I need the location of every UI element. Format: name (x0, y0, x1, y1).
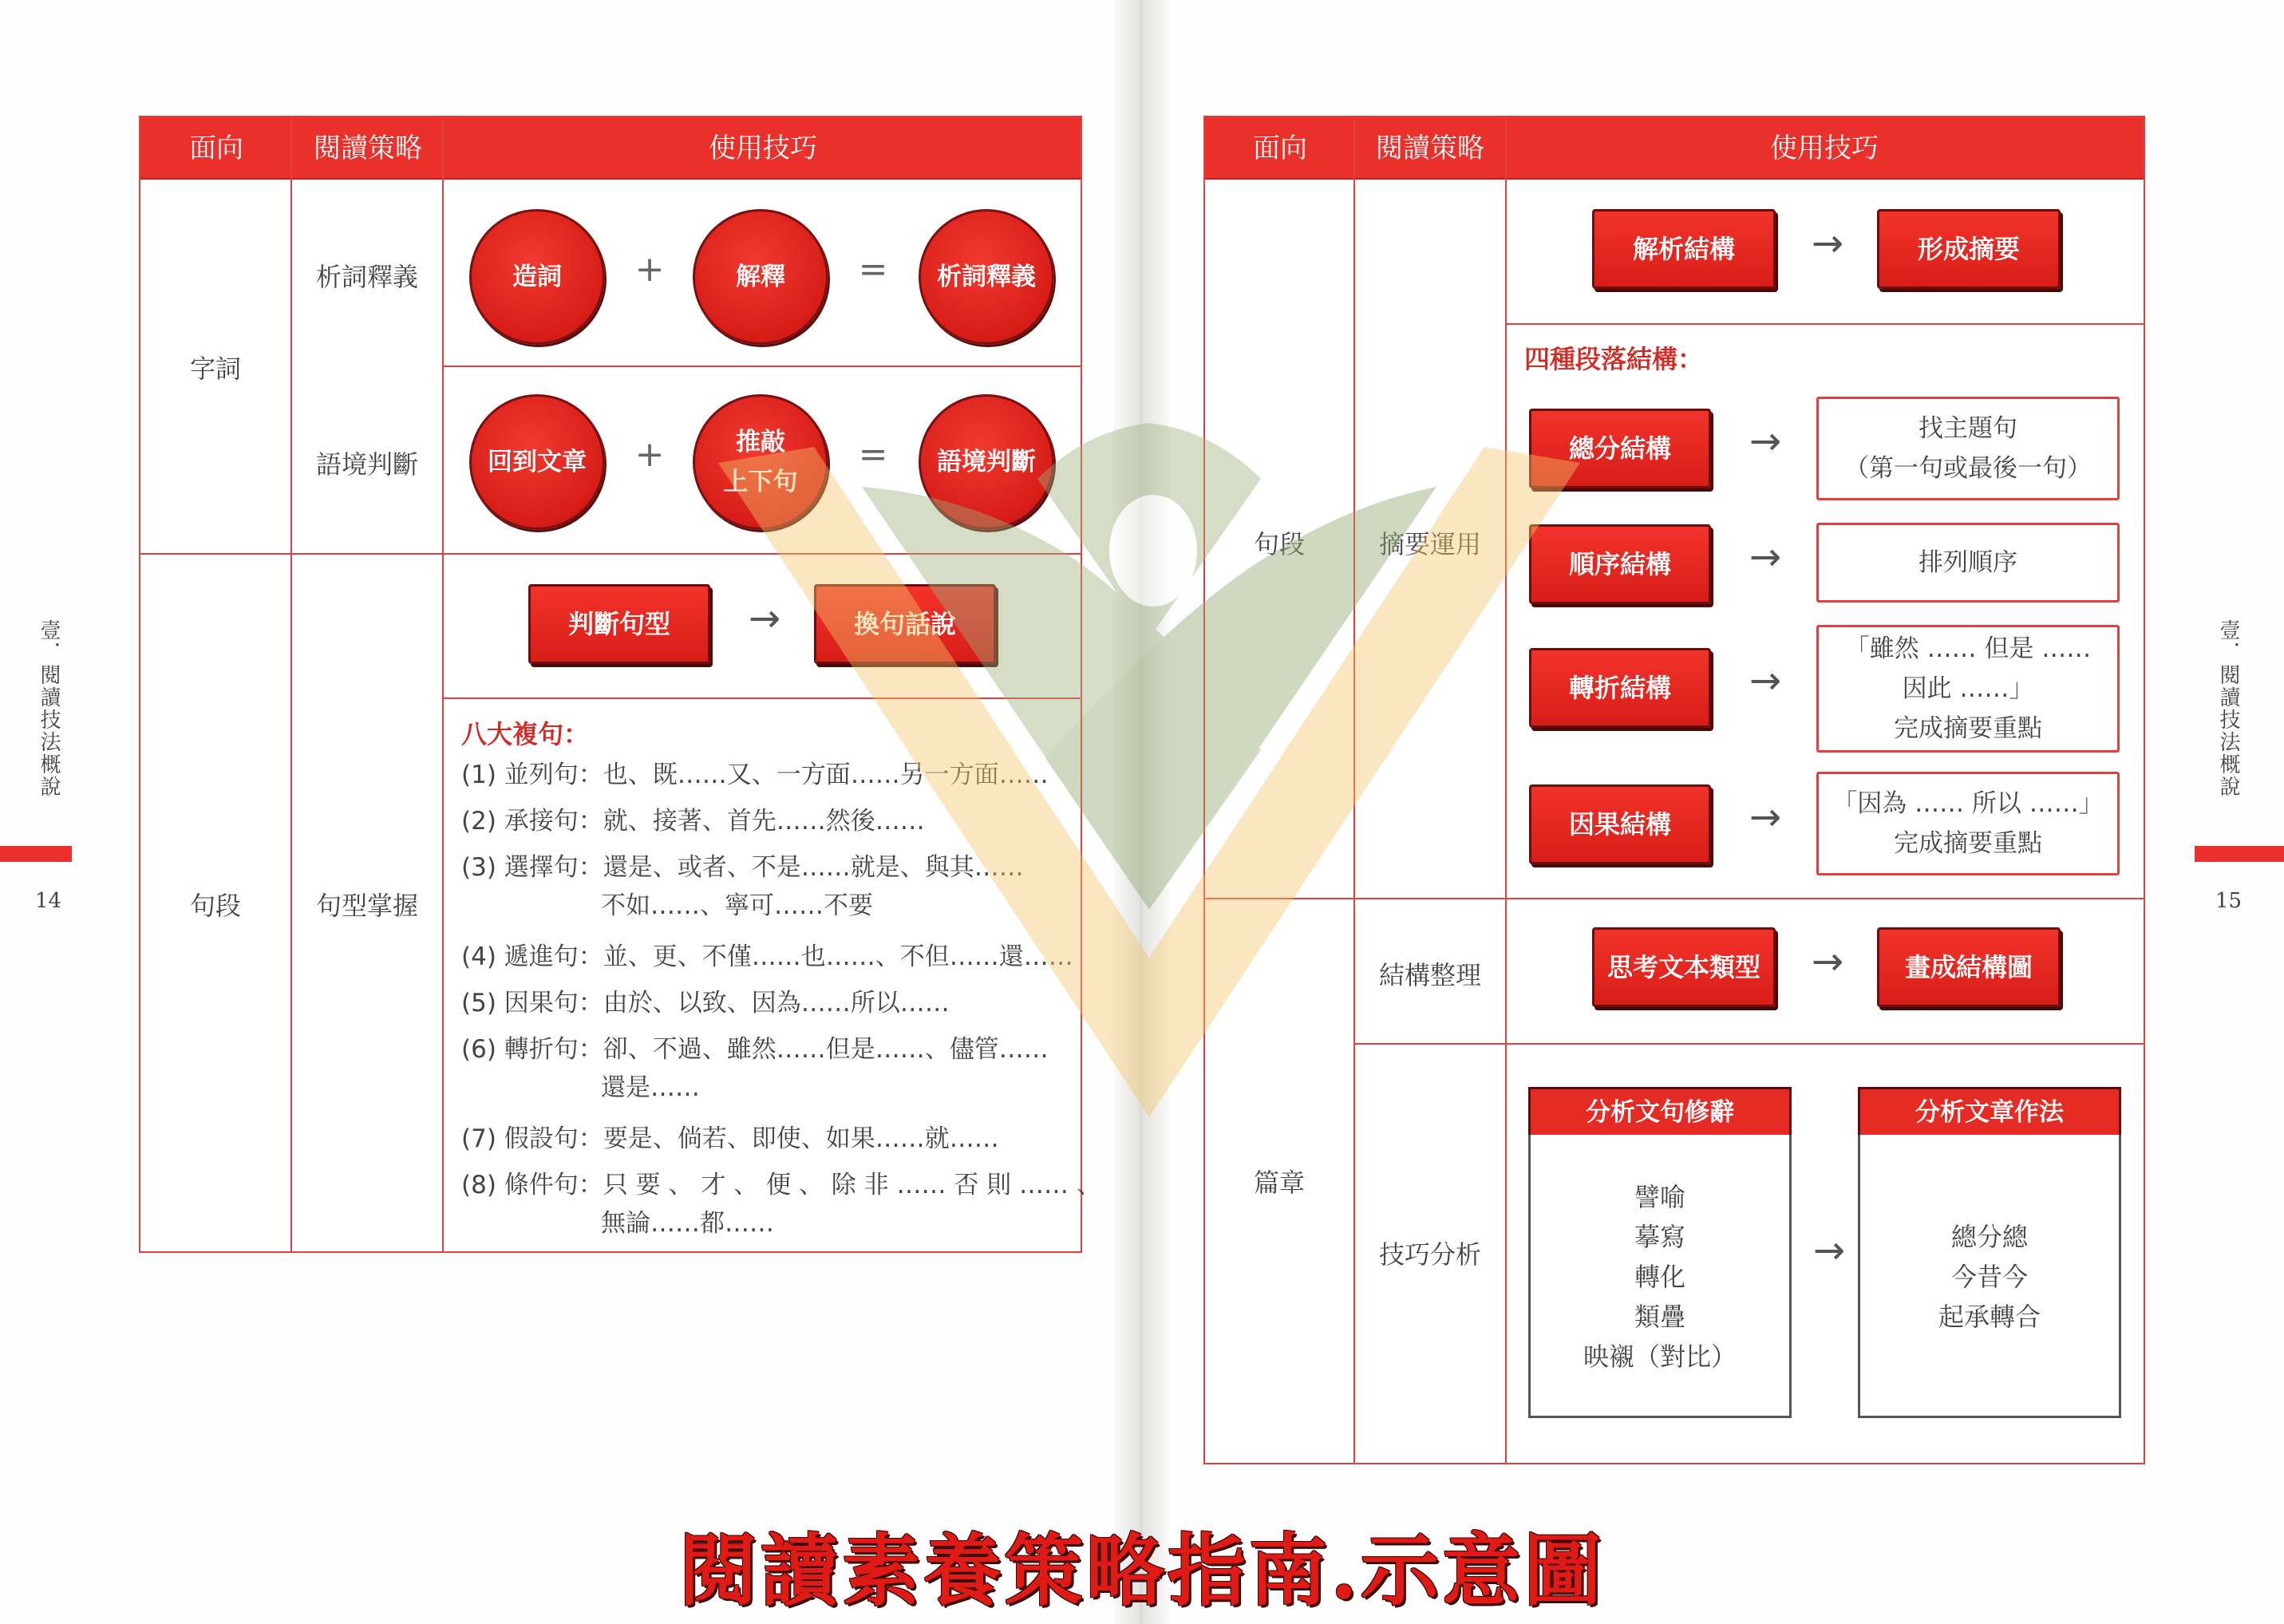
desc-line: 找主題句 (1918, 414, 2017, 443)
list-title: 四種段落結構： (1524, 344, 1704, 374)
row-divider (1355, 1043, 2144, 1045)
header-aspect: 面向 (1253, 132, 1307, 164)
item-label: (3) 選擇句： (461, 853, 603, 882)
list-item (461, 984, 950, 1022)
item-text: 只 要 、 才 、 便 、 除 非 …… 否 則 …… 、 (603, 1171, 1101, 1199)
list-item (461, 1120, 999, 1158)
strategy-summary: 摘要運用 (1378, 529, 1481, 559)
structure-name-box: 轉折結構 (1529, 648, 1711, 728)
strategy-sentence-pattern: 句型掌握 (315, 891, 418, 921)
panel-item: 今昔今 (1950, 1261, 2028, 1292)
item-label: (8) 條件句： (461, 1171, 603, 1199)
desc-line: 「因為 …… 所以 ……」 (1832, 789, 2104, 818)
desc-line: 完成摘要重點 (1894, 714, 2042, 743)
judge-pattern-box: 判斷句型 (528, 584, 710, 664)
aspect-sentence: 句段 (1253, 529, 1305, 559)
side-title-left: 壹．閱讀技法概說 (37, 619, 61, 798)
panel-item: 映襯（對比） (1583, 1341, 1737, 1372)
list-item (461, 848, 1024, 887)
equals-sign: = (858, 249, 888, 290)
circle-infer-context (693, 394, 828, 530)
arrow-icon: → (1811, 221, 1844, 266)
side-bar-right (2195, 846, 2284, 862)
arrow-icon: → (1811, 939, 1844, 984)
panel-body (1860, 1137, 2119, 1416)
structure-name-box: 因果結構 (1529, 784, 1711, 864)
strategy-table-left (139, 116, 1101, 1253)
image-caption: 閱讀素養策略指南.示意圖 (678, 1525, 1606, 1617)
plus-sign: + (634, 434, 665, 475)
list-title: 八大複句： (461, 719, 590, 749)
list-item (461, 938, 1073, 976)
side-title-right: 壹．閱讀技法概說 (2216, 619, 2240, 798)
panel-item: 起承轉合 (1938, 1301, 2041, 1332)
row-divider (140, 553, 1081, 555)
item-label: (2) 承接句： (461, 807, 603, 836)
column-divider (442, 117, 444, 1251)
structure-desc-box (1816, 397, 2120, 500)
item-text: 卻、不過、雖然……但是……、儘管…… (603, 1035, 1049, 1064)
row-divider (444, 697, 1081, 699)
item-text: 就、接著、首先……然後…… (603, 807, 925, 836)
plus-sign: + (634, 249, 665, 290)
list-item (461, 1166, 1101, 1204)
structure-desc-box (1816, 523, 2120, 603)
page-number-right: 15 (2215, 889, 2243, 913)
arrow-icon: → (1749, 419, 1782, 464)
strategy-structure: 結構整理 (1378, 960, 1481, 990)
circle-make-word: 造詞 (469, 209, 605, 345)
item-text: 並、更、不僅……也……、不但……還…… (603, 942, 1073, 971)
rhetoric-panel (1528, 1087, 1792, 1418)
row-divider (444, 365, 1081, 367)
list-item (461, 756, 1049, 794)
header-strategy: 閱讀策略 (1376, 132, 1484, 164)
text-type-box: 思考文本類型 (1592, 927, 1776, 1007)
circle-explain: 解釋 (693, 209, 828, 345)
item-text: 還是、或者、不是……就是、與其…… (603, 853, 1024, 882)
circle-back-to-text: 回到文章 (469, 394, 605, 530)
strategy-technique: 技巧分析 (1378, 1239, 1481, 1270)
circle-line: 上下句 (723, 468, 798, 496)
header-technique: 使用技巧 (1770, 132, 1879, 164)
item-label: (5) 因果句： (461, 989, 603, 1017)
row-divider (1205, 898, 2144, 899)
page-number-left: 14 (35, 889, 62, 913)
item-text: 要是、倘若、即使、如果……就…… (603, 1124, 999, 1153)
arrow-icon: → (1749, 658, 1782, 703)
header-aspect: 面向 (189, 132, 243, 164)
structure-desc-box (1816, 772, 2120, 875)
circle-word-meaning: 析詞釋義 (919, 209, 1054, 345)
list-item (461, 1030, 1049, 1069)
list-item-cont: 無論……都…… (601, 1209, 774, 1238)
book-gutter (1113, 0, 1169, 1624)
panel-item: 總分總 (1950, 1221, 2028, 1252)
strategy-word-meaning: 析詞釋義 (315, 262, 418, 292)
item-label: (1) 並列句： (461, 761, 603, 789)
writing-method-panel (1858, 1087, 2121, 1418)
structure-name-box: 總分結構 (1529, 409, 1711, 488)
panel-body (1531, 1137, 1789, 1416)
panel-item: 譬喻 (1634, 1181, 1685, 1212)
desc-line: 因此 ……」 (1902, 674, 2034, 703)
desc-line: 完成摘要重點 (1894, 829, 2042, 858)
row-divider (1507, 323, 2144, 325)
header-technique: 使用技巧 (709, 132, 817, 164)
arrow-icon: → (1749, 795, 1782, 840)
strategy-table-right (1203, 116, 2145, 1464)
equals-sign: = (858, 434, 888, 475)
list-item (461, 802, 925, 840)
item-label: (7) 假設句： (461, 1124, 603, 1153)
desc-line: 「雖然 …… 但是 …… (1844, 634, 2092, 663)
table-header (1205, 117, 2144, 180)
circle-line: 推敲 (736, 428, 785, 456)
header-strategy: 閱讀策略 (314, 132, 422, 164)
panel-item: 轉化 (1634, 1261, 1685, 1292)
paraphrase-box: 換句話說 (814, 584, 996, 664)
panel-item: 摹寫 (1634, 1221, 1685, 1252)
item-text: 也、既……又、一方面……另一方面…… (603, 761, 1049, 789)
circle-context-judgment: 語境判斷 (919, 394, 1054, 530)
arrow-icon: → (1749, 535, 1782, 579)
item-text: 由於、以致、因為……所以…… (603, 989, 950, 1017)
panel-item: 類疊 (1634, 1301, 1685, 1332)
structure-desc-box (1816, 625, 2120, 753)
arrow-icon: → (748, 596, 781, 641)
aspect-words: 字詞 (189, 354, 241, 384)
draw-diagram-box: 畫成結構圖 (1877, 927, 2061, 1007)
analyze-structure-box: 解析結構 (1592, 209, 1776, 289)
item-label: (4) 遞進句： (461, 942, 603, 971)
column-divider (1505, 117, 1507, 1463)
strategy-context: 語境判斷 (315, 449, 418, 480)
aspect-chapter: 篇章 (1253, 1168, 1305, 1198)
table-header (140, 117, 1081, 180)
structure-name-box: 順序結構 (1529, 524, 1711, 604)
arrow-icon: → (1812, 1228, 1846, 1273)
panel-title: 分析文句修辭 (1528, 1087, 1792, 1135)
panel-title: 分析文章作法 (1858, 1087, 2121, 1135)
side-bar-left (0, 846, 72, 862)
form-summary-box: 形成摘要 (1877, 209, 2061, 289)
list-item-cont: 還是…… (601, 1073, 700, 1102)
aspect-sentence: 句段 (189, 891, 241, 921)
desc-line: （第一句或最後一句） (1844, 454, 2092, 483)
desc-line: 排列順序 (1918, 548, 2017, 577)
list-item-cont: 不如……、寧可……不要 (601, 891, 873, 920)
item-label: (6) 轉折句： (461, 1035, 603, 1064)
